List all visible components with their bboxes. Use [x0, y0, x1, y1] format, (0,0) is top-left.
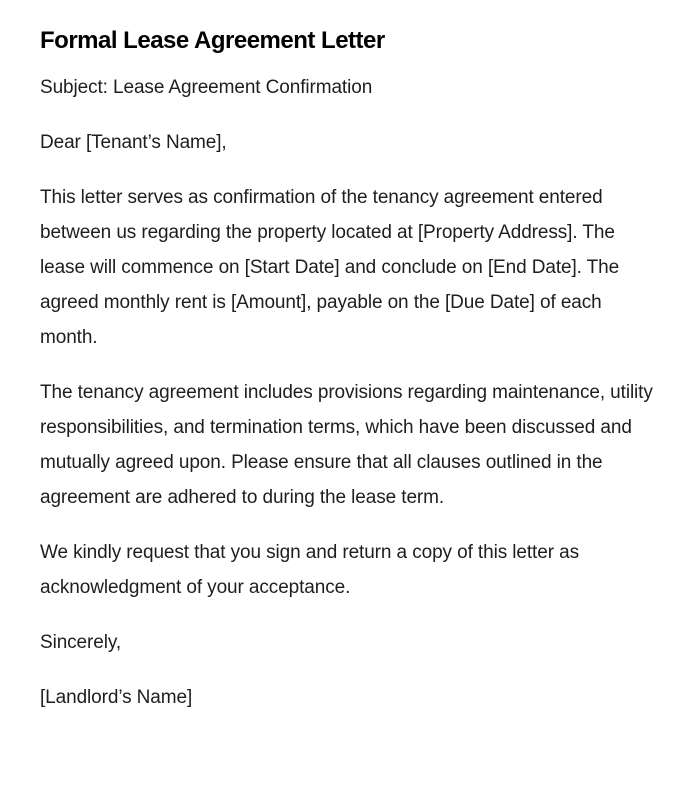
body-paragraph-provisions: The tenancy agreement includes provisions regarding maintenance, utility responsibilities, and termination terms, which have been discussed and mutually agreed upon. Please ensure that all clauses outlined in the agreement are adhered to during the lease term. — [40, 382, 653, 508]
closing: Sincerely, — [40, 632, 122, 653]
body-paragraph-request: We kindly request that you sign and return a copy of this letter as acknowledgment of your acceptance. — [40, 542, 579, 598]
subject-line: Subject: Lease Agreement Confirmation — [40, 77, 373, 98]
document-title: Formal Lease Agreement Letter — [40, 27, 385, 54]
salutation: Dear [Tenant’s Name], — [40, 132, 227, 153]
signature: [Landlord’s Name] — [40, 687, 193, 708]
body-paragraph-confirmation: This letter serves as confirmation of the tenancy agreement entered between us regarding the property located at [Property Address]. The lease will commence on [Start Date] and conclude on [End Date]. The agreed monthly rent is [Amount], payable on the [Due Date] of each month. — [40, 187, 620, 348]
